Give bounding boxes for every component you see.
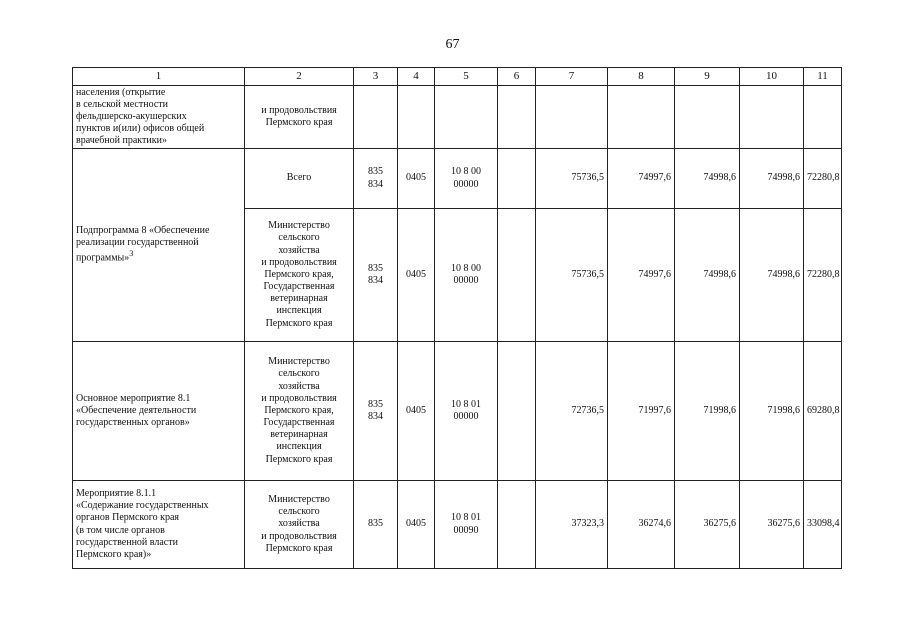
value-cell — [536, 86, 608, 149]
value-cell: 74997,6 — [608, 149, 675, 209]
table-row — [73, 149, 842, 209]
csr-cell: 10 8 00 00000 — [435, 149, 498, 209]
value-cell — [675, 86, 740, 149]
grbs-cell: 835 834 — [354, 149, 398, 209]
csr-cell: 10 8 00 00000 — [435, 209, 498, 342]
column-header: 1 — [73, 68, 245, 86]
program-name-text: Подпрограмма 8 «Обеспечение реализации государственной программы» — [76, 225, 210, 264]
program-name-cell: Основное мероприятие 8.1 «Обеспечение деятельности государственных органов» — [73, 342, 245, 481]
table-row — [73, 86, 842, 149]
executor-cell: Министерство сельского хозяйства и продовольствия Пермского края — [245, 481, 354, 569]
budget-table — [72, 67, 842, 569]
vr-cell — [498, 481, 536, 569]
value-cell: 75736,5 — [536, 209, 608, 342]
value-cell: 72280,8 — [804, 149, 842, 209]
column-header: 3 — [354, 68, 398, 86]
value-cell: 69280,8 — [804, 342, 842, 481]
executor-cell: Министерство сельского хозяйства и продовольствия Пермского края, Государственная ветеринарная инспекция Пермского края — [245, 209, 354, 342]
section-cell: 0405 — [398, 209, 435, 342]
value-cell: 72736,5 — [536, 342, 608, 481]
value-cell: 74998,6 — [740, 149, 804, 209]
page-number: 67 — [445, 37, 460, 52]
table-row — [73, 481, 842, 569]
grbs-cell — [354, 86, 398, 149]
grbs-cell: 835 — [354, 481, 398, 569]
column-header: 6 — [498, 68, 536, 86]
section-cell: 0405 — [398, 342, 435, 481]
value-cell: 36274,6 — [608, 481, 675, 569]
vr-cell — [498, 342, 536, 481]
value-cell — [608, 86, 675, 149]
value-cell: 71997,6 — [608, 342, 675, 481]
value-cell: 74998,6 — [740, 209, 804, 342]
column-header: 9 — [675, 68, 740, 86]
column-header: 4 — [398, 68, 435, 86]
value-cell: 72280,8 — [804, 209, 842, 342]
value-cell: 33098,4 — [804, 481, 842, 569]
column-header: 8 — [608, 68, 675, 86]
executor-cell: Всего — [245, 149, 354, 209]
column-header: 2 — [245, 68, 354, 86]
value-cell — [804, 86, 842, 149]
column-header: 7 — [536, 68, 608, 86]
vr-cell — [498, 86, 536, 149]
column-header: 5 — [435, 68, 498, 86]
table-header-row — [73, 68, 842, 86]
table-row — [73, 342, 842, 481]
footnote-mark: 3 — [129, 249, 134, 259]
value-cell: 74997,6 — [608, 209, 675, 342]
value-cell: 36275,6 — [675, 481, 740, 569]
csr-cell: 10 8 01 00000 — [435, 342, 498, 481]
value-cell: 71998,6 — [740, 342, 804, 481]
section-cell — [398, 86, 435, 149]
grbs-cell: 835 834 — [354, 342, 398, 481]
grbs-cell: 835 834 — [354, 209, 398, 342]
executor-cell: Министерство сельского хозяйства и продовольствия Пермского края, Государственная ветеринарная инспекция Пермского края — [245, 342, 354, 481]
value-cell: 74998,6 — [675, 209, 740, 342]
csr-cell: 10 8 01 00090 — [435, 481, 498, 569]
program-name-cell: Мероприятие 8.1.1 «Содержание государственных органов Пермского края (в том числе органов государственной власти Пермского края)» — [73, 481, 245, 569]
executor-cell: и продовольствия Пермского края — [245, 86, 354, 149]
value-cell: 74998,6 — [675, 149, 740, 209]
value-cell: 75736,5 — [536, 149, 608, 209]
vr-cell — [498, 149, 536, 209]
value-cell — [740, 86, 804, 149]
column-header: 10 — [740, 68, 804, 86]
value-cell: 36275,6 — [740, 481, 804, 569]
section-cell: 0405 — [398, 149, 435, 209]
value-cell: 71998,6 — [675, 342, 740, 481]
csr-cell — [435, 86, 498, 149]
program-name-cell: населения (открытие в сельской местности фельдшерско-акушерских пунктов и(или) офисов общей врачебной практики» — [73, 86, 245, 149]
section-cell: 0405 — [398, 481, 435, 569]
vr-cell — [498, 209, 536, 342]
column-header: 11 — [804, 68, 842, 86]
value-cell: 37323,3 — [536, 481, 608, 569]
program-name-cell — [73, 149, 245, 342]
